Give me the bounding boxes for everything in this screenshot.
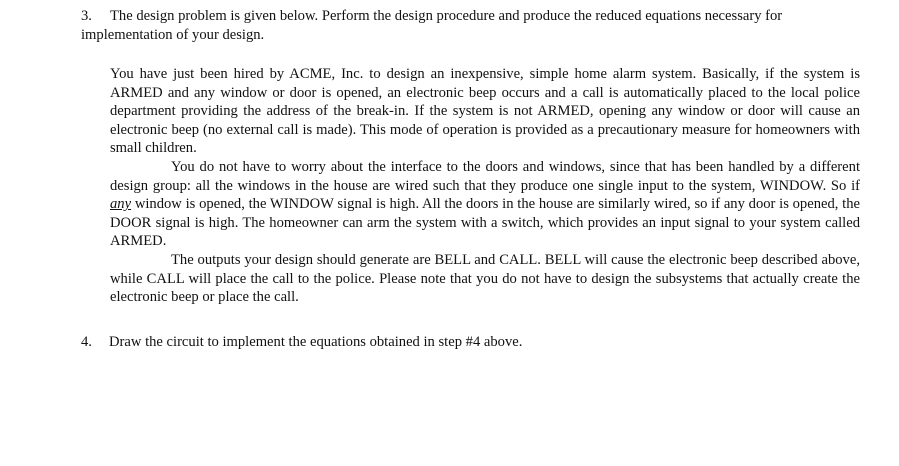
question-3-text: The design problem is given below. Perform the design procedure and produce the reduced equations necessary for implementation of your design. (81, 8, 783, 43)
scenario-paragraph-2 (110, 158, 860, 251)
problem-scenario (110, 65, 860, 307)
scenario-paragraph-3: The outputs your design should generate are BELL and CALL. BELL will cause the electronic beep described above, while CALL will place the call to the police. Please note that you do not have to design the subsystems that actually create the electronic beep or place the call. (110, 251, 860, 306)
question-4-text: Draw the circuit to implement the equations obtained in step #4 above. (109, 334, 523, 350)
scenario-paragraph-2-end: window is opened, the WINDOW signal is high. All the doors in the house are similarly wired, so if any door is opened, the DOOR signal is high. The homeowner can arm the system with a switch, which provides an input signal to your system called ARMED. (110, 196, 860, 250)
scenario-paragraph-1: You have just been hired by ACME, Inc. to design an inexpensive, simple home alarm system. Basically, if the system is ARMED and any window or door is opened, an electronic beep occurs and a call is automatically placed to the local police department providing the address of the break-in. If the system is not ARMED, opening any window or door will cause an electronic beep (no external call is made). This mode of operation is provided as a precautionary measure for homeowners with small children. (110, 66, 860, 157)
question-4-number: 4. (81, 334, 92, 350)
question-4 (81, 333, 861, 352)
question-3-number: 3. (81, 8, 92, 24)
question-3 (81, 7, 861, 44)
scenario-paragraph-2-start: You do not have to worry about the interface to the doors and windows, since that has been handled by a different design group: all the windows in the house are wired such that they produce one single input to the system, WINDOW. So if (110, 158, 860, 194)
emphasis-any: any (110, 196, 132, 213)
